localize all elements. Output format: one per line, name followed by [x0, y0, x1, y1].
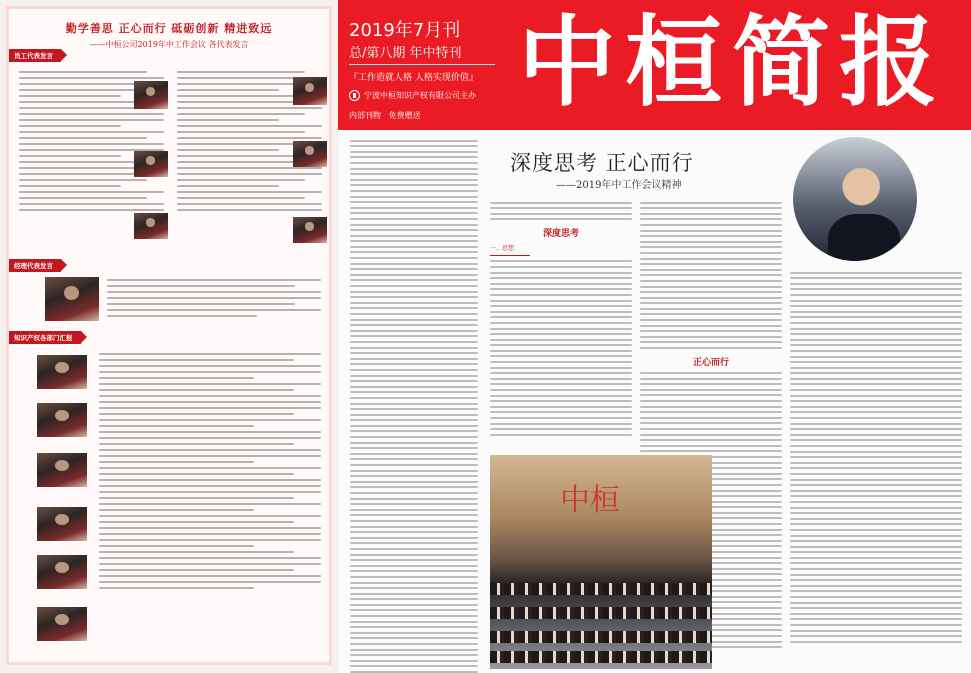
feature-title: 深度思考 正心而行	[510, 151, 694, 175]
manager-column	[107, 275, 321, 321]
section-tag-ip: 知识产权各部门汇报	[9, 331, 81, 344]
left-page-header	[9, 9, 329, 50]
issue-volume: 总/第八期 年中特刊	[349, 46, 462, 61]
photo-crowd-row	[490, 607, 712, 619]
dept-photo	[37, 607, 87, 641]
article-column-4	[790, 268, 962, 646]
photo-crowd-row	[490, 583, 712, 595]
newspaper-nameplate: 中桓简报	[518, 5, 947, 120]
group-photo	[490, 455, 712, 669]
dept-photo	[37, 355, 87, 389]
speaker-photo	[293, 217, 327, 243]
publisher-line	[349, 90, 476, 101]
manager-photo	[45, 277, 99, 321]
right-page	[338, 0, 971, 673]
dept-photo	[37, 507, 87, 541]
section-heading-deep-thinking: 深度思考	[542, 229, 579, 240]
issue-title: 2019年7月刊	[349, 20, 461, 41]
speaker-photo	[293, 77, 327, 105]
masthead	[338, 0, 971, 130]
section-tag-manager: 经理代表发言	[9, 259, 61, 272]
ip-report-column	[99, 349, 321, 593]
left-page-slogan: 勤学善思 正心而行 砥砺创新 精进致远	[65, 22, 273, 35]
article-column-1	[350, 136, 478, 673]
left-page-inner	[9, 9, 329, 662]
photo-crowd-row	[490, 631, 712, 643]
group-photo-banner-text: 中桓	[560, 483, 620, 518]
speaker-photo	[134, 213, 168, 239]
left-page	[6, 6, 332, 665]
masthead-divider	[349, 64, 495, 65]
photo-crowd-row	[490, 651, 712, 663]
dept-photo	[37, 555, 87, 589]
article-column-2	[490, 198, 632, 439]
speaker-photo	[134, 81, 168, 109]
subhead-thought-1: 一、思想	[490, 245, 515, 253]
dept-photo	[37, 403, 87, 437]
dept-photo	[37, 453, 87, 487]
masthead-motto: 『工作造就人格 人格实现价值』	[349, 73, 478, 83]
company-logo-icon	[349, 90, 360, 101]
left-page-subtitle: ——中桓公司2019年中工作会议 各代表发言	[89, 40, 249, 49]
section-heading-mindful-action: 正心而行	[692, 358, 729, 369]
speaker-portrait	[793, 137, 917, 261]
speaker-photo	[134, 151, 168, 177]
section-tag-staff: 员工代表发言	[9, 49, 61, 62]
speaker-photo	[293, 141, 327, 167]
feature-subtitle: ——2019年中工作会议精神	[556, 180, 682, 191]
publisher-name: 宁波中桓知识产权有限公司主办	[364, 91, 476, 100]
distribution-note: 内部刊物 免费赠送	[349, 111, 421, 120]
